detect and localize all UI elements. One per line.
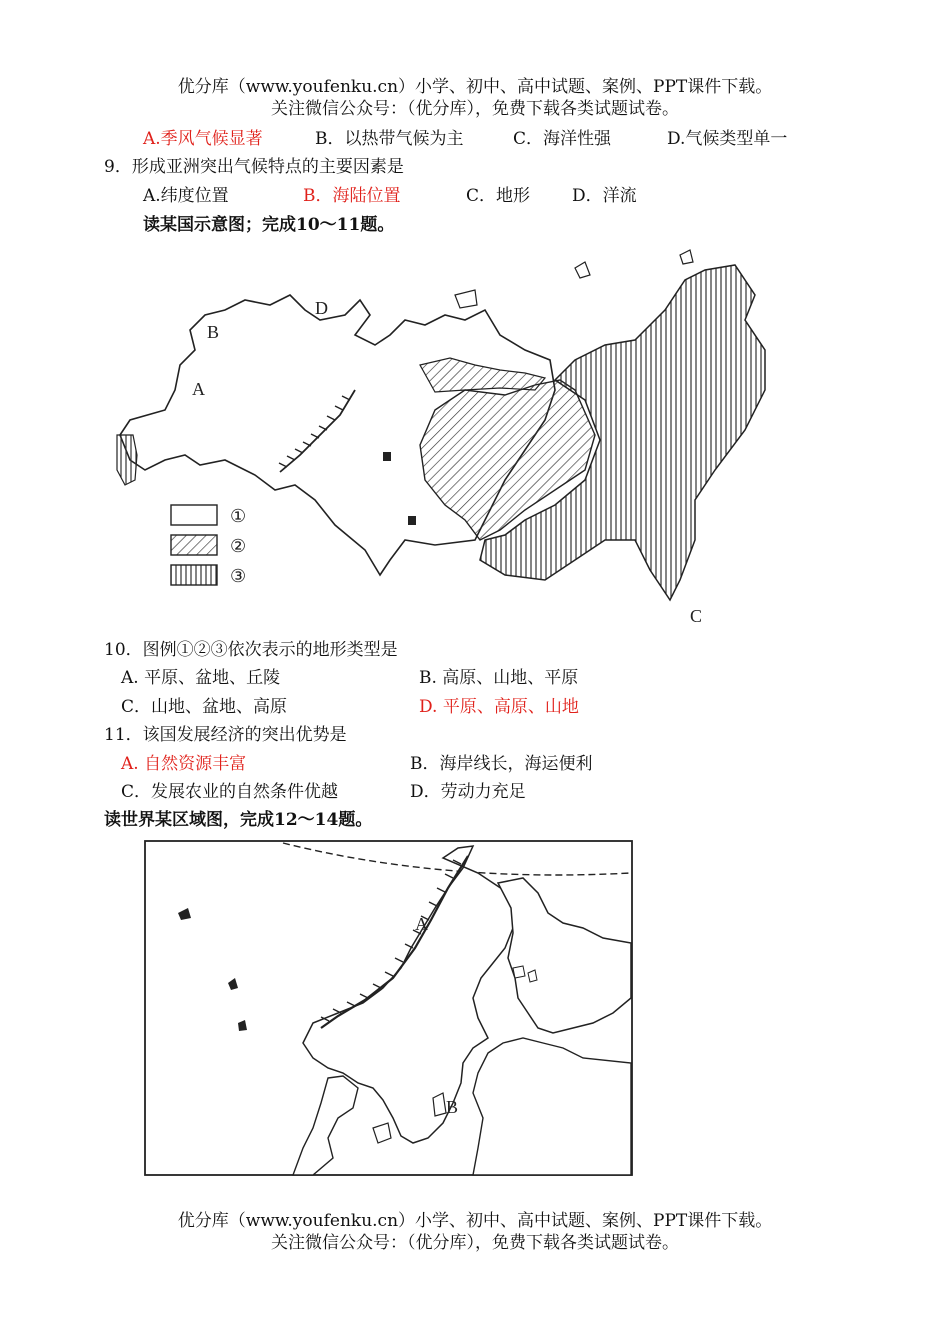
q11-option-b: B．海岸线长，海运便利 bbox=[410, 754, 593, 774]
map1-label-b: B bbox=[207, 322, 220, 342]
q9-option-d: D．洋流 bbox=[572, 186, 637, 206]
map1-label-c: C bbox=[690, 606, 703, 626]
instruction-q12-14: 读世界某区域图，完成12～14题。 bbox=[104, 810, 373, 830]
map1-label-a: A bbox=[192, 379, 205, 399]
q9-stem: 9．形成亚洲突出气候特点的主要因素是 bbox=[104, 157, 404, 177]
q11-option-d: D．劳动力充足 bbox=[410, 782, 526, 802]
q11-option-c: C．发展农业的自然条件优越 bbox=[121, 782, 339, 802]
legend-swatch-vertical bbox=[171, 565, 217, 585]
q9-option-c: C．地形 bbox=[466, 186, 531, 206]
header-line-2: 关注微信公众号：（优分库），免费下载各类试题试卷。 bbox=[271, 99, 679, 119]
q10-stem: 10．图例①②③依次表示的地形类型是 bbox=[104, 640, 398, 660]
q8-option-d: D.气候类型单一 bbox=[667, 129, 788, 149]
q11-option-a: A. 自然资源丰富 bbox=[121, 754, 247, 774]
q10-option-a: A. 平原、盆地、丘陵 bbox=[121, 668, 281, 688]
map2-label-b: B bbox=[446, 1097, 459, 1117]
footer-line-1: 优分库（www.youfenku.cn）小学、初中、高中试题、案例、PPT课件下载。 bbox=[177, 1211, 773, 1231]
caucasus-region bbox=[117, 435, 137, 485]
map2-label-a: A bbox=[415, 914, 428, 934]
russia-map bbox=[105, 240, 785, 630]
q10-option-d: D. 平原、高原、山地 bbox=[419, 697, 579, 717]
legend-label-3: ③ bbox=[230, 566, 247, 586]
q10-option-c: C．山地、盆地、高原 bbox=[121, 697, 288, 717]
instruction-q10-11: 读某国示意图；完成10～11题。 bbox=[143, 215, 395, 235]
legend-swatch-diagonal bbox=[171, 535, 217, 555]
city-marker bbox=[383, 452, 391, 461]
q10-option-b: B. 高原、山地、平原 bbox=[419, 668, 579, 688]
city-marker bbox=[408, 516, 416, 525]
legend-swatch-plain bbox=[171, 505, 217, 525]
footer-line-2: 关注微信公众号：（优分库），免费下载各类试题试卷。 bbox=[271, 1233, 679, 1253]
q8-option-b: B．以热带气候为主 bbox=[315, 129, 464, 149]
q9-option-a: A.纬度位置 bbox=[143, 186, 229, 206]
map1-label-d: D bbox=[315, 298, 328, 318]
q11-stem: 11．该国发展经济的突出优势是 bbox=[104, 725, 347, 745]
q8-option-a: A.季风气候显著 bbox=[143, 129, 263, 149]
q8-option-c: C．海洋性强 bbox=[513, 129, 612, 149]
header-line-1: 优分库（www.youfenku.cn）小学、初中、高中试题、案例、PPT课件下载。 bbox=[177, 77, 773, 97]
scandinavia-map bbox=[143, 838, 635, 1180]
q9-option-b: B．海陆位置 bbox=[303, 186, 401, 206]
legend-label-2: ② bbox=[230, 536, 247, 556]
legend-label-1: ① bbox=[230, 506, 247, 526]
